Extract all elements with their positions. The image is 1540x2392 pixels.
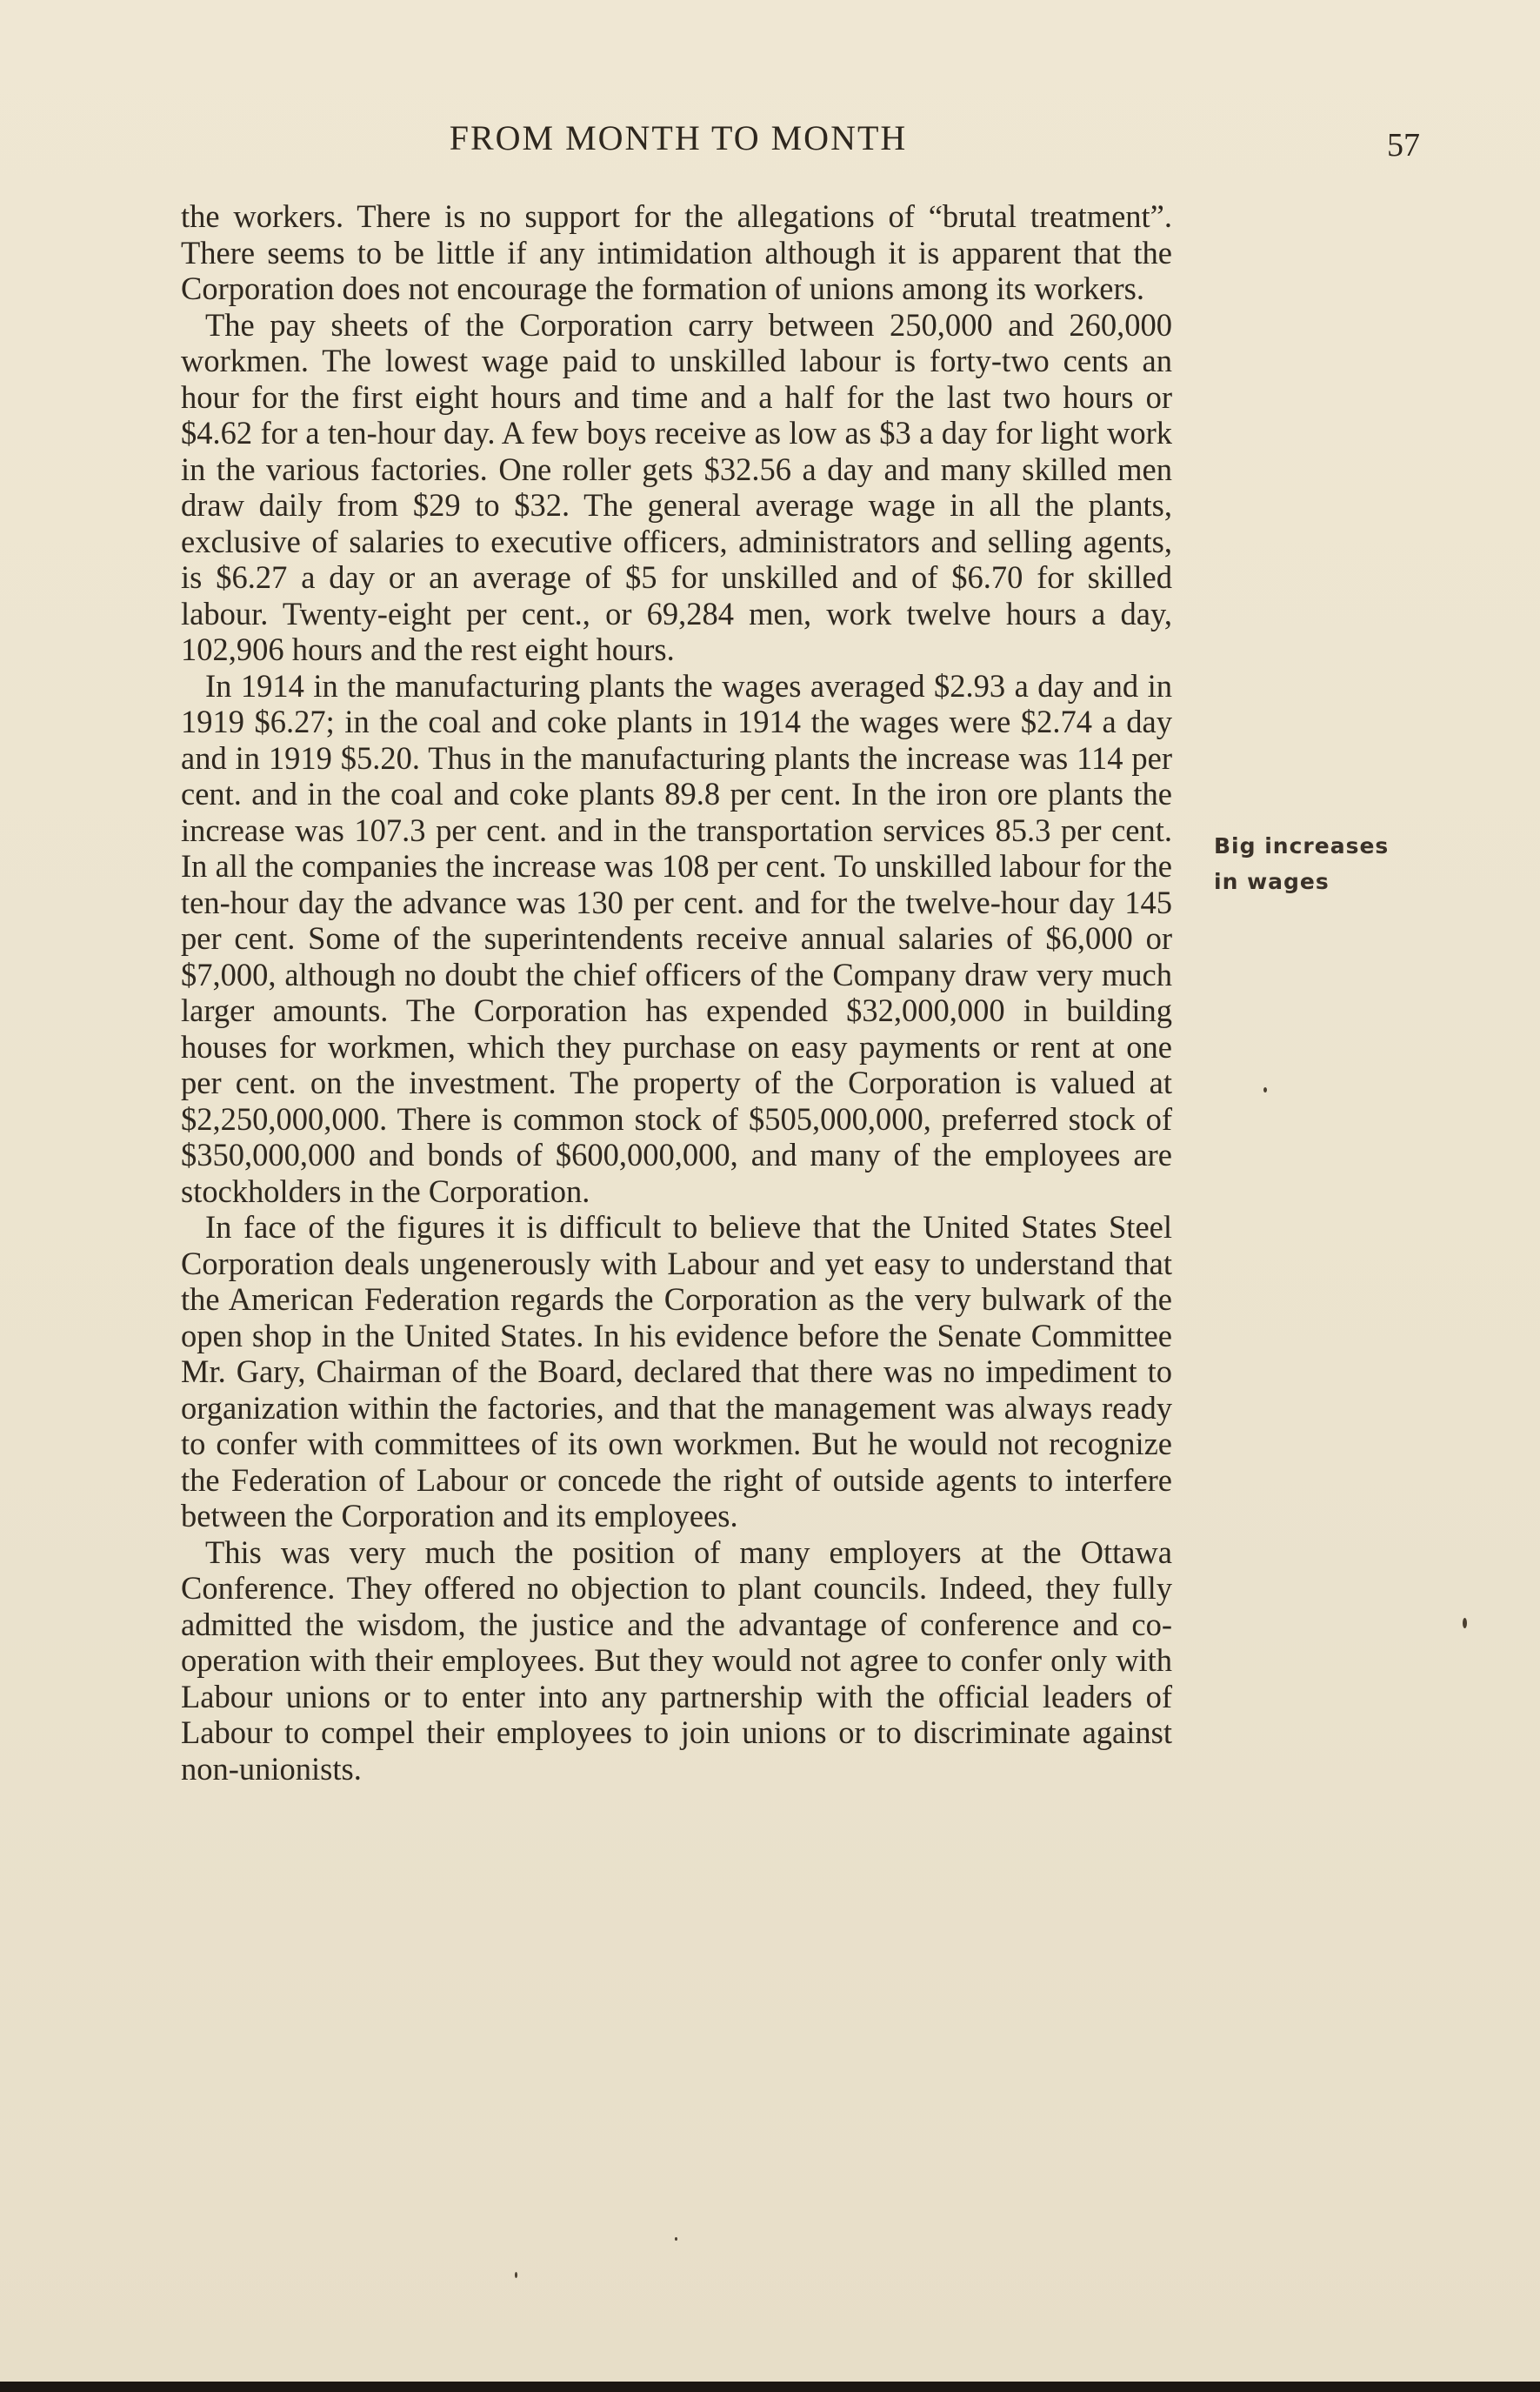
margin-note-line-1: Big increases [1214,833,1390,859]
paper-speck [515,2272,517,2278]
paragraph-ottawa-conference: This was very much the position of many employers at the Ottawa Conference. They offered no objection to plant councils. Indeed, they fully admitted the wisdom, the justice and the advantage of conference and co-operation with their employees. But they would not agree to confer only with Labour unions or to enter into any partnership with the official leaders of Labour to compel their employees to join unions or to discriminate against non-unionists. [181,1533,1172,1787]
margin-note [1214,828,1440,899]
paper-speck [675,2237,677,2241]
paragraph-wage-increases: In 1914 in the manufacturing plants the wages averaged $2.93 a day and in 1919 $6.27; in the coal and coke plants in 1914 the wages were $2.74 a day and in 1919 $5.20. Thus in the manufacturing plants the increase was 114 per cent. and in the coal and coke plants 89.8 per cent. In the iron ore plants the increase was 107.3 per cent. and in the transportation services 85.3 per cent. In all the companies the increase was 108 per cent. To unskilled labour for the ten-hour day the advance was 130 per cent. and for the twelve-hour day 145 per cent. Some of the superintendents receive annual salaries of $6,000 or $7,000, although no doubt the chief officers of the Company draw very much larger amounts. The Corporation has expended $32,000,000 in building houses for workmen, which they purchase on easy payments or rent at one per cent. on the investment. The property of the Corporation is valued at $2,250,000,000. There is common stock of $505,000,000, preferred stock of $350,000,000 and bonds of $600,000,000, and many of the employees are stockholders in the Corporation. [181,667,1172,1209]
margin-note-line-2: in wages [1214,869,1330,894]
page-bottom-edge [0,2382,1540,2392]
paragraph-continuation: the workers. There is no support for the allegations of “brutal treatment”. There seems to be little if any intimidation although it is apparent that the Corporation does not encourage the formation of unions among its workers. [181,198,1172,306]
paper-speck [1463,1618,1467,1628]
page-number: 57 [1387,127,1420,164]
paragraph-pay-sheets: The pay sheets of the Corporation carry between 250,000 and 260,000 workmen. The lowest wage paid to unskilled labour is forty-two cents an hour for the first eight hours and time and a half for the last two hours or $4.62 for a ten-hour day. A few boys receive as low as $3 a day for light work in the various factories. One roller gets $32.56 a day and many skilled men draw daily from $29 to $32. The general average wage in all the plants, exclusive of salaries to executive officers, administrators and selling agents, is $6.27 a day or an average of $5 for unskilled and of $6.70 for skilled labour. Twenty-eight per cent., or 69,284 men, work twelve hours a day, 102,906 hours and the rest eight hours. [181,306,1172,667]
paper-speck [1263,1087,1267,1092]
body-text [181,198,1172,1787]
paragraph-federation: In face of the figures it is difficult to believe that the United States Steel Corporation deals ungenerously with Labour and yet easy to understand that the American Federation regards the Corporation as the very bulwark of the open shop in the United States. In his evidence before the Senate Committee Mr. Gary, Chairman of the Board, declared that there was no impediment to organization within the factories, and that the management was always ready to confer with committees of its own workmen. But he would not recognize the Federation of Labour or concede the right of outside agents to interfere between the Corporation and its employees. [181,1209,1172,1533]
running-head: FROM MONTH TO MONTH [449,118,908,157]
